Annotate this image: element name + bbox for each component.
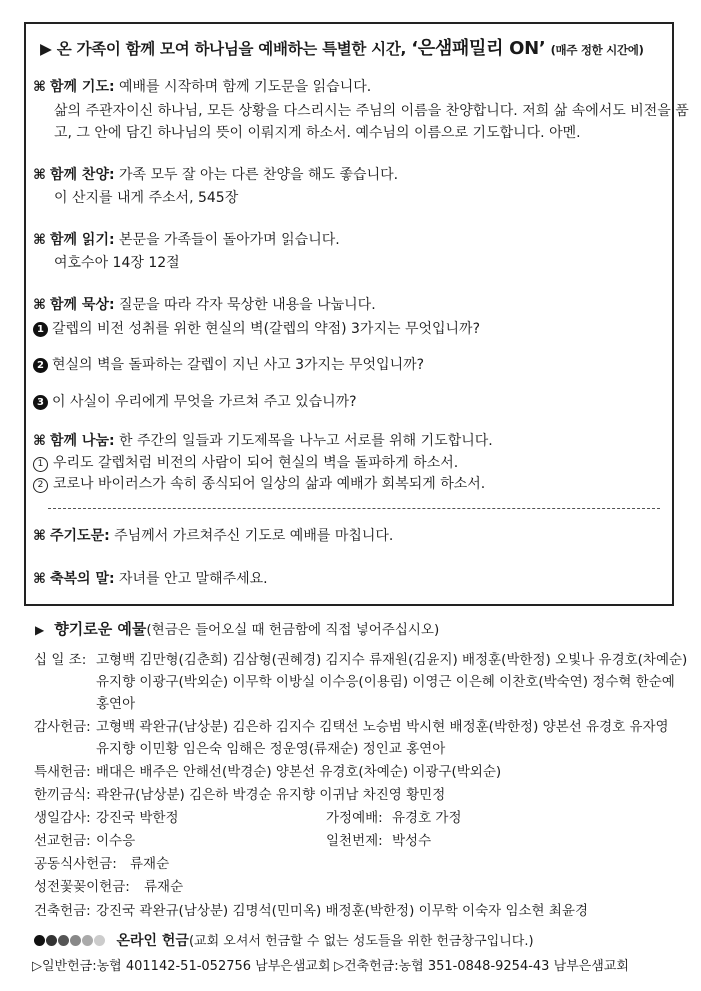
progress-dots-icon (34, 933, 110, 949)
offering-names: 유지향 이광구(박외순) 이무학 이방실 이수응(이용림) 이영근 이은혜 이찬호(박숙연) 정수혁 한순예 (96, 674, 675, 690)
dot-icon (82, 935, 93, 946)
offering-label: 선교헌금: (34, 833, 91, 849)
section-desc: 예배를 시작하며 함께 기도문을 읽습니다. (119, 79, 372, 95)
offering-names: 유지향 이민황 임은숙 임해은 정운영(류재순) 정인교 홍연아 (96, 741, 446, 757)
meditation-question (33, 391, 357, 411)
question-text: 현실의 벽을 돌파하는 갈렙이 지닌 사고 3가지는 무엇입니까? (52, 357, 425, 373)
offering-label: 공동식사헌금: (34, 856, 117, 872)
number-3-icon: 3 (33, 395, 48, 410)
worship-title (40, 34, 644, 60)
section-title: 주기도문: (50, 528, 110, 544)
section-desc: 주님께서 가르쳐주신 기도로 예배를 마칩니다. (114, 528, 394, 544)
offering-label: 십 일 조: (34, 652, 87, 668)
offering-label: 감사헌금: (34, 719, 91, 735)
section-glyph-icon: ⌘ (33, 528, 46, 544)
section-title: 축복의 말: (50, 571, 115, 587)
section-praise-head (33, 164, 398, 184)
offering-label: 한끼금식: (34, 787, 91, 803)
offering-note: (현금은 들어오실 때 헌금함에 직접 넣어주십시오) (146, 622, 440, 638)
offering-header (35, 618, 439, 639)
offering-names: 강진국 곽완규(남상분) 김명석(민미옥) 배정훈(박한정) 이무학 이숙자 임소현 최윤경 (96, 903, 588, 919)
account-general: ▷일반헌금:농협 401142-51-052756 남부은샘교회 (32, 959, 331, 974)
section-desc: 질문을 따라 각자 묵상한 내용을 나눕니다. (119, 297, 376, 313)
account-building: ▷건축헌금:농협 351-0848-9254-43 남부은샘교회 (334, 959, 629, 974)
section-meditation-head (33, 294, 376, 314)
offering-label: 건축헌금: (34, 903, 91, 919)
prayer-line: 삶의 주관자이신 하나님, 모든 상황을 다스리시는 주님의 이름을 찬양합니다. 저희 삶 속에서도 비전을 품 (54, 103, 689, 119)
online-note: (교회 오셔서 헌금할 수 없는 성도들을 위한 헌금창구입니다.) (188, 934, 534, 949)
offering-names: 류재순 (130, 856, 170, 872)
offering-label: 특새헌금: (34, 764, 91, 780)
question-text: 갈렙의 비전 성취를 위한 현실의 벽(갈렙의 약점) 3가지는 무엇입니까? (52, 321, 481, 337)
section-lords-prayer-head (33, 525, 393, 545)
worship-title-note: (매주 정한 시간에) (550, 43, 644, 57)
section-reading-head (33, 229, 340, 249)
dot-icon (46, 935, 57, 946)
offering-names: 박성수 (392, 833, 432, 849)
section-sharing-head (33, 430, 493, 450)
section-glyph-icon: ⌘ (33, 433, 46, 449)
section-desc: 자녀를 안고 말해주세요. (119, 571, 268, 587)
circled-1-icon: 1 (33, 457, 48, 472)
dot-icon (34, 935, 45, 946)
sharing-item (33, 473, 485, 493)
offering-title: 향기로운 예물 (54, 620, 147, 638)
offering-names: 유경호 가정 (392, 810, 462, 826)
worship-title-text: ▶ 온 가족이 함께 모여 하나님을 예배하는 특별한 시간, (40, 40, 412, 58)
section-title: 함께 나눔: (50, 433, 115, 449)
reading-passage: 여호수아 14장 12절 (54, 255, 180, 271)
number-2-icon: 2 (33, 358, 48, 373)
question-text: 이 사실이 우리에게 무엇을 가르쳐 주고 있습니까? (52, 394, 357, 410)
section-glyph-icon: ⌘ (33, 79, 46, 95)
offering-names: 고형백 김만형(김춘희) 김삼형(권혜경) 김지수 류재원(김윤지) 배정훈(박한정) 오빛나 유경호(차예순) (96, 652, 688, 668)
section-title: 함께 찬양: (50, 167, 115, 183)
sharing-text: 코로나 바이러스가 속히 종식되어 일상의 삶과 예배가 회복되게 하소서. (53, 476, 486, 492)
offering-names: 고형백 곽완규(남상분) 김은하 김지수 김택선 노승범 박시현 배정훈(박한정) 양본선 유경호 유자영 (96, 719, 669, 735)
meditation-question (33, 354, 424, 374)
praise-hymn: 이 산지를 내게 주소서, 545장 (54, 190, 239, 206)
section-glyph-icon: ⌘ (33, 167, 46, 183)
offering-label: 일천번제: (326, 833, 383, 849)
prayer-line: 고, 그 안에 담긴 하나님의 뜻이 이뤄지게 하소서. 예수님의 이름으로 기도합니다. 아멘. (54, 125, 581, 141)
dashed-divider (48, 508, 660, 509)
offering-names: 배대은 배주은 안해선(박경순) 양본선 유경호(차예순) 이광구(박외순) (96, 764, 502, 780)
section-title: 함께 기도: (50, 79, 115, 95)
offering-names: 강진국 박한정 (96, 810, 179, 826)
dot-icon (70, 935, 81, 946)
section-desc: 한 주간의 일들과 기도제목을 나누고 서로를 위해 기도합니다. (119, 433, 493, 449)
online-offering-header (34, 930, 534, 950)
sharing-text: 우리도 갈렙처럼 비전의 사람이 되어 현실의 벽을 돌파하게 하소서. (53, 455, 459, 471)
number-1-icon: 1 (33, 322, 48, 337)
section-desc: 가족 모두 잘 아는 다른 찬양을 해도 좋습니다. (119, 167, 399, 183)
section-title: 함께 묵상: (50, 297, 115, 313)
offering-label: 성전꽃꽂이헌금: (34, 879, 130, 895)
section-blessing-head (33, 568, 268, 588)
offering-label: 가정예배: (326, 810, 383, 826)
section-glyph-icon: ⌘ (33, 297, 46, 313)
section-desc: 본문을 가족들이 돌아가며 읽습니다. (119, 232, 340, 248)
play-triangle-icon: ▶ (35, 623, 45, 637)
circled-2-icon: 2 (33, 478, 48, 493)
worship-title-brand: ‘은샘패밀리 ON’ (411, 38, 546, 59)
online-title: 온라인 헌금 (116, 933, 189, 949)
section-title: 함께 읽기: (50, 232, 115, 248)
offering-names: 류재순 (144, 879, 184, 895)
offering-names: 홍연아 (96, 696, 136, 712)
sharing-item (33, 452, 458, 472)
dot-icon (94, 935, 105, 946)
section-prayer-head (33, 76, 371, 96)
offering-label: 생일감사: (34, 810, 91, 826)
family-worship-box (24, 22, 689, 606)
offering-names: 곽완규(남상분) 김은하 박경순 유지향 이귀남 차진영 황민정 (96, 787, 446, 803)
offering-names: 이수응 (96, 833, 136, 849)
meditation-question (33, 318, 480, 338)
section-glyph-icon: ⌘ (33, 232, 46, 248)
dot-icon (58, 935, 69, 946)
section-glyph-icon: ⌘ (33, 571, 46, 587)
